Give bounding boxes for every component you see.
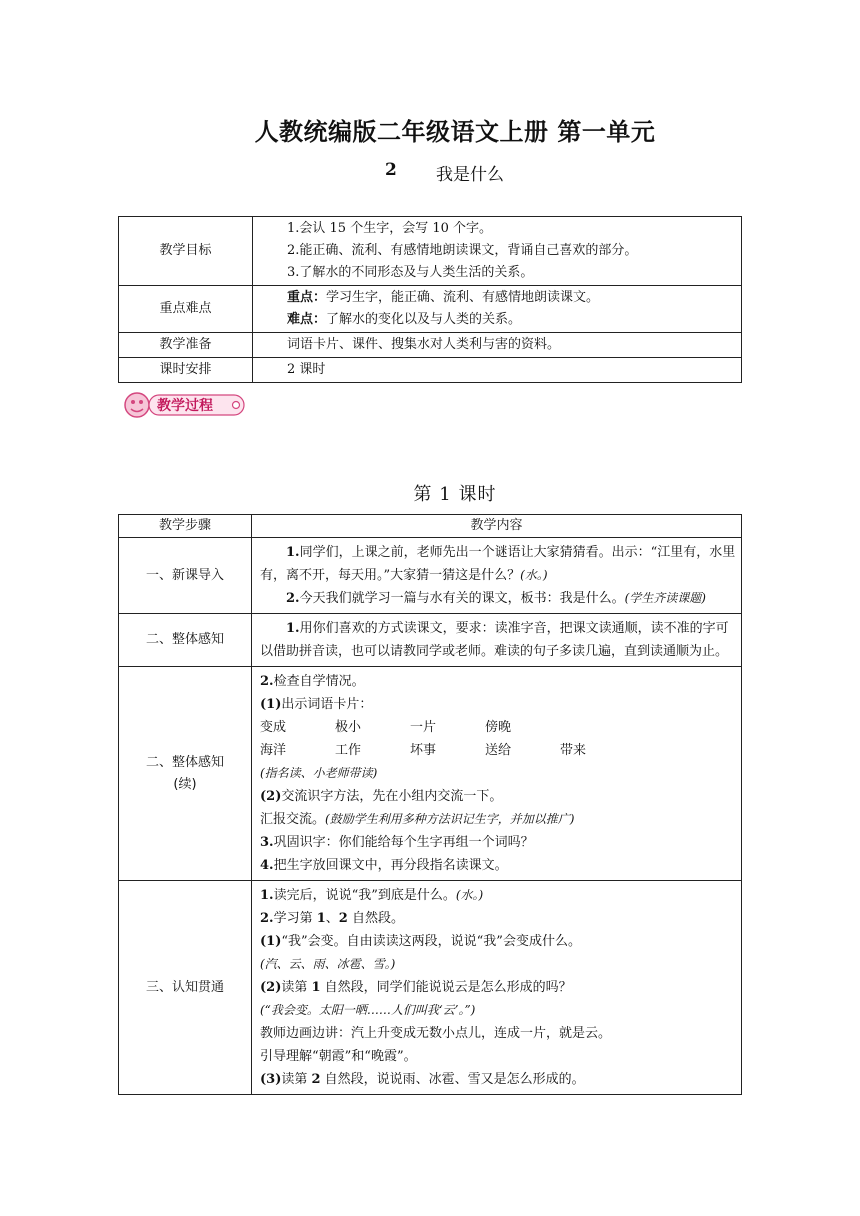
word-card: 工作 — [335, 743, 362, 758]
goal-item: 3.了解水的不同形态及与人类生活的关系。 — [287, 265, 534, 280]
word-card: 海洋 — [260, 743, 287, 758]
paragraph-number: 2 — [338, 911, 348, 926]
step-row — [119, 881, 742, 1095]
goals-cell — [253, 217, 742, 286]
content-text: 读第 — [281, 1072, 312, 1087]
goal-item: 2.能正确、流利、有感情地朗读课文，背诵自己喜欢的部分。 — [287, 243, 638, 258]
note-text: (指名读、小老师带读) — [260, 766, 378, 780]
content-text: 、 — [325, 911, 339, 926]
step-row — [119, 538, 742, 614]
difficulty-text: 了解水的变化以及与人类的关系。 — [326, 312, 522, 327]
content-text: 汇报交流。 — [260, 812, 326, 827]
content-text: 教师边画边讲：汽上升变成无数小点儿，连成一片，就是云。 — [260, 1026, 612, 1041]
content-text: 今天我们就学习一篇与水有关的课文，板书：我是什么。 — [299, 591, 625, 606]
step-label: 二、整体感知 — [119, 614, 252, 667]
paragraph-number: 1 — [311, 980, 321, 995]
content-text: 引导理解“朝霞”和“晚霞”。 — [260, 1049, 417, 1064]
badge-text: 教学过程 — [157, 398, 213, 414]
content-text: 把生字放回课文中，再分段指名读课文。 — [273, 858, 508, 873]
step-content — [252, 881, 742, 1095]
step-content — [252, 614, 742, 667]
item-number: 4. — [260, 858, 274, 873]
step-row — [119, 614, 742, 667]
content-text: 学习第 — [273, 911, 317, 926]
key-point-label: 重点： — [287, 290, 327, 305]
step-content — [252, 667, 742, 881]
step-label: 三、认知贯通 — [119, 881, 252, 1095]
content-text: 同学们，上课之前，老师先出一个谜语让大家猜猜看。出示：“江里有，水里有，离不开，每天用。”大家猜一猜这是什么？ — [260, 545, 736, 583]
lesson-name: 我是什么 — [436, 165, 504, 185]
step-label-line: 二、整体感知 — [145, 754, 224, 770]
info-table — [118, 216, 742, 383]
word-card: 送给 — [485, 743, 512, 758]
teaching-process-badge — [121, 390, 249, 420]
content-text: 用你们喜欢的方式读课文，要求：读准字音，把课文读通顺，读不准的字可以借助拼音读，也可以请教同学或老师。难读的句子多读几遍，直到读通顺为止。 — [260, 621, 729, 659]
content-text: 出示词语卡片： — [281, 697, 373, 712]
lesson-number: 2 — [385, 160, 397, 180]
content-text: 自然段，同学们能说说云是怎么形成的吗？ — [320, 980, 572, 995]
word-card: 极小 — [335, 720, 362, 735]
word-card: 一片 — [410, 720, 437, 735]
col-step-header: 教学步骤 — [119, 515, 252, 538]
step-row — [119, 667, 742, 881]
content-text: “我”会变。自由读读这两段，说说“我”会变成什么。 — [281, 934, 581, 949]
item-number: 1. — [286, 545, 300, 560]
note-text: (鼓励学生利用多种方法识记生字，并加以推广) — [325, 812, 575, 826]
item-number: 2. — [286, 591, 300, 606]
note-text: (学生齐读课题) — [624, 591, 706, 605]
difficulty-label: 难点： — [287, 312, 327, 327]
step-content — [252, 538, 742, 614]
content-text: 巩固识字：你们能给每个生字再组一个词吗？ — [273, 835, 534, 850]
content-text: 读完后，说说“我”到底是什么。 — [273, 888, 456, 903]
goals-row — [119, 217, 742, 286]
item-number: (2) — [260, 789, 282, 804]
goals-label: 教学目标 — [119, 217, 253, 286]
item-number: (1) — [260, 697, 282, 712]
goal-item: 1.会认 15 个生字，会写 10 个字。 — [287, 221, 493, 236]
item-number: 1. — [260, 888, 274, 903]
note-text: (水。) — [520, 568, 548, 582]
time-text: 2 课时 — [253, 358, 742, 383]
session-title: 第 1 课时 — [413, 484, 497, 505]
time-label: 课时安排 — [119, 358, 253, 383]
item-number: 2. — [260, 674, 274, 689]
paragraph-number: 1 — [316, 911, 326, 926]
note-text: (“我会变。太阳一晒……人们叫我‘云’。”) — [260, 1003, 476, 1017]
key-cell — [253, 286, 742, 333]
item-number: 1. — [286, 621, 300, 636]
note-text: (汽、云、雨、冰雹、雪。) — [260, 957, 396, 971]
process-header-row — [119, 515, 742, 538]
prep-text: 词语卡片、课件、搜集水对人类利与害的资料。 — [253, 333, 742, 358]
note-text: (水。) — [455, 888, 484, 902]
word-card: 坏事 — [410, 743, 437, 758]
item-number: (2) — [260, 980, 282, 995]
item-number: (1) — [260, 934, 282, 949]
paragraph-number: 2 — [311, 1072, 321, 1087]
content-text: 检查自学情况。 — [273, 674, 365, 689]
word-card: 傍晚 — [485, 720, 512, 735]
content-text: 自然段。 — [347, 911, 404, 926]
item-number: 2. — [260, 911, 274, 926]
content-text: 自然段，说说雨、冰雹、雪又是怎么形成的。 — [320, 1072, 585, 1087]
key-point-text: 学习生字，能正确、流利、有感情地朗读课文。 — [326, 290, 600, 305]
item-number: (3) — [260, 1072, 282, 1087]
step-label: 一、新课导入 — [119, 538, 252, 614]
word-card: 变成 — [260, 720, 287, 735]
step-label-line: (续) — [173, 776, 197, 792]
content-text: 读第 — [281, 980, 312, 995]
document-title: 人教统编版二年级语文上册 第一单元 — [254, 118, 656, 146]
process-table — [118, 514, 742, 1095]
word-card-row — [260, 739, 737, 762]
step-label — [119, 667, 252, 881]
content-text: 交流识字方法，先在小组内交流一下。 — [281, 789, 503, 804]
item-number: 3. — [260, 835, 274, 850]
key-row — [119, 286, 742, 333]
word-card-row — [260, 716, 737, 739]
time-row — [119, 358, 742, 383]
prep-label: 教学准备 — [119, 333, 253, 358]
key-label: 重点难点 — [119, 286, 253, 333]
word-card: 带来 — [560, 743, 587, 758]
col-content-header: 教学内容 — [252, 515, 742, 538]
prep-row — [119, 333, 742, 358]
